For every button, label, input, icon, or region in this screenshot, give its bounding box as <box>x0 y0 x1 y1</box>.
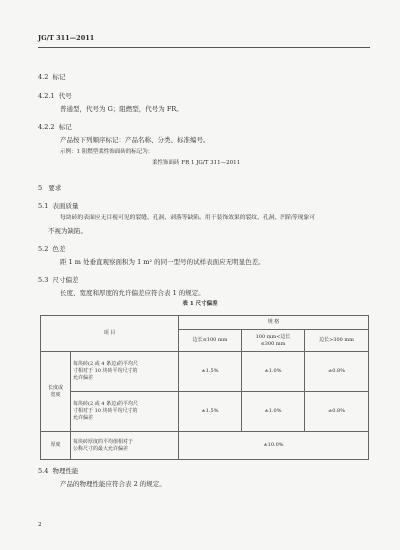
table-row-description <box>71 352 179 392</box>
section-5-2-text: 距 1 m 处垂直观察面积为 1 m² 的同一型号的试样表面应无明显色差。 <box>60 258 265 266</box>
desc-line: 允许偏差 <box>73 414 94 421</box>
section-4-2-2-heading <box>38 124 72 131</box>
standard-code-header: JG/T 311—2011 <box>38 34 95 42</box>
table-cell-value: ±1.0% <box>242 392 305 432</box>
section-title: 尺寸偏差 <box>52 276 79 284</box>
section-title: 标记 <box>58 123 72 131</box>
section-4-2-1-text: 普通型，代号为 G；阻燃型，代号为 FR。 <box>60 105 183 113</box>
dimension-deviation-table <box>40 315 369 460</box>
section-number: 5.1 <box>38 202 49 210</box>
section-4-2-1-heading <box>38 93 72 100</box>
section-number: 5 <box>38 184 43 192</box>
table-row <box>41 352 369 392</box>
section-number: 4.2.1 <box>38 92 55 100</box>
header-rule <box>38 47 370 48</box>
section-number: 4.2 <box>38 73 49 81</box>
table-group-thickness: 厚度 <box>41 432 71 460</box>
table-cell-value: ±0.8% <box>305 392 369 432</box>
group-line-2: 宽度 <box>50 391 61 398</box>
section-title: 要求 <box>48 184 62 192</box>
desc-line: 寸相对于 10 块砖平均尺寸的 <box>73 368 138 375</box>
table-row <box>41 432 369 460</box>
section-title: 代号 <box>58 92 72 100</box>
table-cell-value: ±1.5% <box>179 392 242 432</box>
section-5-1-text-line2: 不视为缺陷。 <box>48 227 87 235</box>
section-title: 色差 <box>52 245 66 253</box>
page-number: 2 <box>38 522 42 528</box>
section-number: 5.3 <box>38 276 49 284</box>
section-4-2-heading <box>38 74 65 81</box>
section-4-2-2-text: 产品按下列顺序标记：产品名称、分类、标准编号。 <box>60 136 210 144</box>
table-header-item: 项 目 <box>41 316 179 352</box>
table-cell-value: ±0.8% <box>305 352 369 392</box>
example-label: 示例：1 阻燃型柔性饰面砖的标记为： <box>60 149 154 155</box>
table-cell-value: ±10.0% <box>179 432 369 460</box>
desc-line: 寸相对于 10 块砖平均尺寸的 <box>73 408 138 415</box>
desc-line: 每块砖(2 或 4 条边)的平均尺 <box>73 401 139 408</box>
spec-2-line-1: 100 mm<边长 <box>255 333 291 340</box>
table-row-description <box>71 392 179 432</box>
group-line-1: 长度或 <box>47 384 63 391</box>
desc-line: 允许偏差 <box>73 374 94 381</box>
section-number: 5.4 <box>38 467 49 475</box>
section-5-1-text-line1: 每块砖的表面应无目视可见的裂缝、孔洞、剥落等缺陷。用于装饰效果的裂纹、孔洞、凹陷等现象可 <box>60 215 316 221</box>
table-header-spec-1: 边长≤100 mm <box>179 330 242 352</box>
section-number: 4.2.2 <box>38 123 55 131</box>
table-row-description <box>71 432 179 460</box>
desc-line: 每块砖厚度的平均值相对于 <box>73 438 134 445</box>
table-1-caption: 表 1 尺寸偏差 <box>182 301 218 307</box>
desc-line: 每块砖(2 或 4 条边)的平均尺 <box>73 361 139 368</box>
section-title: 标记 <box>52 73 66 81</box>
table-header-spec: 规 格 <box>179 316 369 330</box>
desc-line: 公称尺寸的最大允许偏差 <box>73 445 129 452</box>
section-5-2-heading <box>38 246 65 253</box>
table-header-spec-2 <box>242 330 305 352</box>
section-5-heading <box>38 185 61 192</box>
section-5-4-text: 产品的物理性能应符合表 2 的规定。 <box>60 480 166 488</box>
example-mark: 柔性饰面砖 FR 1 JG/T 311—2011 <box>152 160 241 166</box>
spec-2-line-2: ≤300 mm <box>260 340 286 347</box>
table-cell-value: ±1.5% <box>179 352 242 392</box>
table-group-length-width <box>41 352 71 432</box>
section-title: 表面质量 <box>52 202 79 210</box>
section-5-1-heading <box>38 203 78 210</box>
section-5-3-text: 长度、宽度和厚度的允许偏差应符合表 1 的规定。 <box>60 289 205 297</box>
section-number: 5.2 <box>38 245 49 253</box>
section-5-3-heading <box>38 277 78 284</box>
table-header-spec-3: 边长>300 mm <box>305 330 369 352</box>
section-5-4-heading <box>38 468 78 475</box>
table-cell-value: ±1.0% <box>242 352 305 392</box>
section-title: 物理性能 <box>52 467 79 475</box>
table-row <box>41 392 369 432</box>
